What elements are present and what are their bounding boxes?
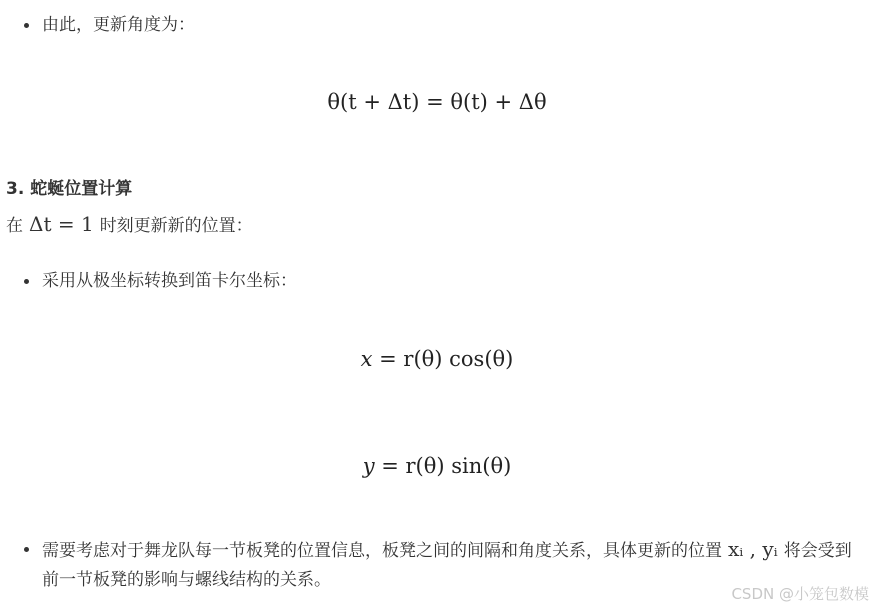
formula-x	[0, 347, 874, 371]
inline-math-dt: Δt = 1	[29, 212, 94, 236]
bullet-dot	[24, 279, 29, 284]
para-suffix: 时刻更新新的位置：	[99, 216, 253, 236]
watermark: CSDN @小笼包数模	[731, 585, 869, 603]
bullet-dot	[24, 547, 29, 552]
section-paragraph	[6, 210, 253, 240]
inline-math-xy: xᵢ , yᵢ	[728, 537, 778, 561]
formula-lhs: y	[362, 454, 375, 478]
bullet-text: 采用从极坐标转换到笛卡尔坐标：	[42, 271, 297, 291]
bullet-update-angle	[24, 11, 195, 39]
formula-text: θ(t + Δt) = θ(t) + Δθ	[327, 90, 547, 114]
bullet-dot	[24, 23, 29, 28]
text-before: 需要考虑对于舞龙队每一节板凳的位置信息，板凳之间的间隔和角度关系，具体更新的位置	[42, 541, 722, 561]
para-prefix: 在	[6, 216, 23, 236]
formula-angle-update	[0, 90, 874, 114]
formula-rhs: = r(θ) sin(θ)	[381, 454, 512, 478]
text-after: 将会受到前一节板凳的影响与螺线结构的关系。	[42, 541, 852, 590]
formula-y	[0, 454, 874, 478]
formula-lhs: x	[360, 347, 373, 371]
bullet-text: 由此，更新角度为：	[42, 15, 195, 35]
formula-rhs: = r(θ) cos(θ)	[379, 347, 514, 371]
section-heading: 3. 蛇蜒位置计算	[6, 179, 133, 199]
bullet-polar-to-cartesian	[24, 267, 297, 295]
